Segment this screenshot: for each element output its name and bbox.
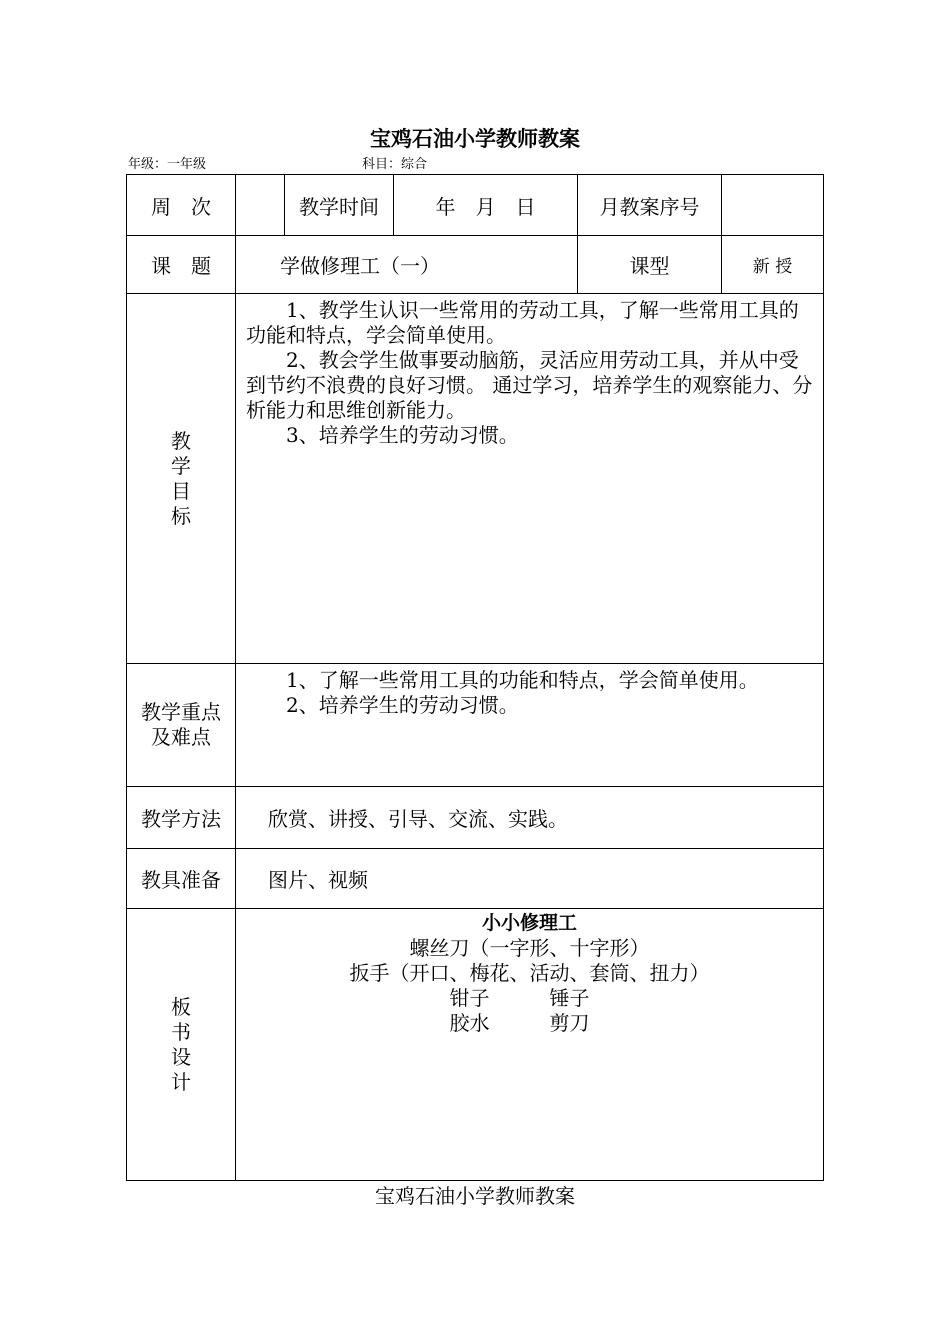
grade-label: 年级：一年级 <box>128 157 207 172</box>
objective-item: 1、教学生认识一些常用的劳动工具，了解一些常用工具的功能和特点，学会简单使用。 <box>246 298 799 347</box>
subject-label: 科目：综合 <box>362 157 428 172</box>
row-tools <box>127 849 824 909</box>
board-line: 螺丝刀（一字形、十字形） <box>409 936 650 960</box>
seq-label: 月教案序号 <box>578 175 722 236</box>
date-value: 年 月 日 <box>394 175 578 236</box>
footer-title: 宝鸡石油小学教师教案 <box>375 1184 575 1208</box>
objective-item: 3、培养学生的劳动习惯。 <box>286 423 519 447</box>
board-line <box>236 1011 823 1036</box>
seq-value <box>722 175 824 236</box>
topic-value: 学做修理工（一） <box>236 236 578 294</box>
keypoint-item: 1、了解一些常用工具的功能和特点，学会简单使用。 <box>286 668 759 692</box>
objective-item: 2、教会学生做事要动脑筋，灵活应用劳动工具，并从中受到节约不浪费的良好习惯。 通过学习，培养学生的观察能力、分析能力和思维创新能力。 <box>246 348 813 422</box>
keypoints-content <box>236 664 824 787</box>
method-label: 教学方法 <box>127 787 236 849</box>
objectives-content <box>236 294 824 664</box>
row-board <box>127 909 824 1181</box>
page-title: 宝鸡石油小学教师教案 <box>370 127 580 151</box>
type-label: 课型 <box>578 236 722 294</box>
lesson-plan-table <box>126 174 824 1181</box>
board-item: 钳子 <box>449 986 490 1010</box>
row-keypoints <box>127 664 824 787</box>
week-label: 周 次 <box>127 175 236 236</box>
keypoints-label: 教学重点 及难点 <box>127 664 236 787</box>
board-item: 胶水 <box>449 1011 490 1035</box>
method-value: 欣赏、讲授、引导、交流、实践。 <box>236 787 824 849</box>
board-item: 剪刀 <box>549 1011 590 1035</box>
time-label: 教学时间 <box>285 175 394 236</box>
tools-value: 图片、视频 <box>236 849 824 909</box>
board-title: 小小修理工 <box>481 912 577 934</box>
objectives-label: 教 学 目 标 <box>127 294 236 664</box>
type-value: 新 授 <box>722 236 824 294</box>
row-method <box>127 787 824 849</box>
board-item: 锤子 <box>549 986 590 1010</box>
tools-label: 教具准备 <box>127 849 236 909</box>
keypoint-item: 2、培养学生的劳动习惯。 <box>286 693 519 717</box>
board-line: 扳手（开口、梅花、活动、套筒、扭力） <box>349 961 710 985</box>
topic-label: 课 题 <box>127 236 236 294</box>
board-line <box>236 986 823 1011</box>
row-objectives <box>127 294 824 664</box>
row-week <box>127 175 824 236</box>
board-content <box>236 909 824 1181</box>
week-value <box>236 175 285 236</box>
row-topic <box>127 236 824 294</box>
board-label: 板 书 设 计 <box>127 909 236 1181</box>
